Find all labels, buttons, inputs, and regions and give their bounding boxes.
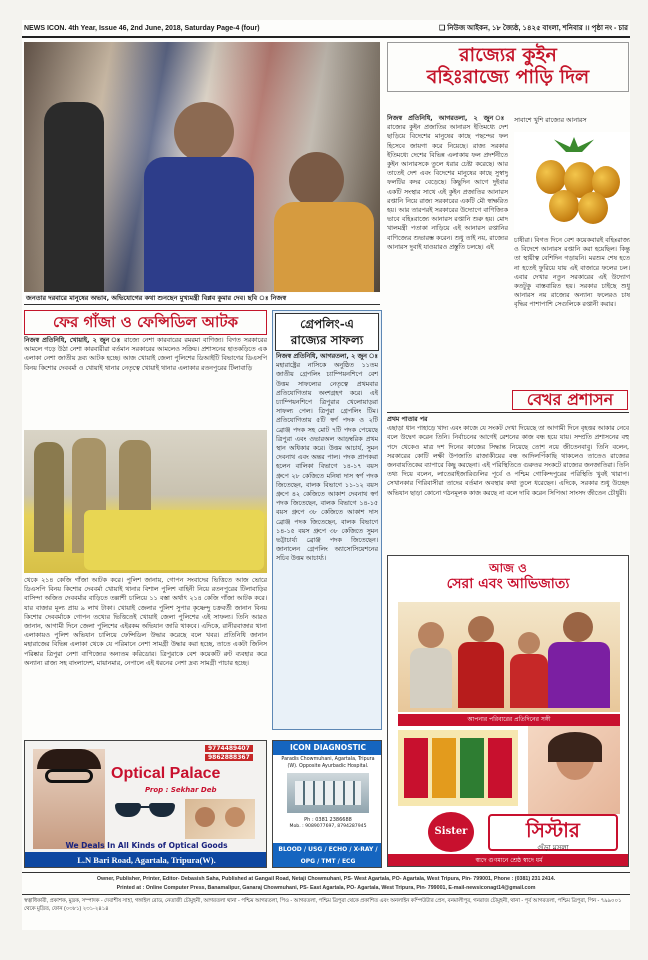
grappling-body-text: মহারাষ্ট্রের নাসিকে অনুষ্ঠিত ১১তম জাতীয় গ্রেপলিং চ্যাম্পিয়নশিপে বেশ উত্তম সাফল্যের নেতৃত্বে প্রথমবার প্রতিযোগিতায় অংশগ্রহণ করে। এই চ্যাম্পিয়নশিপে ত্রিপুরার খেলোয়াড়রা সাফল্য পেল। ত্রিপুরা গ্রেপলিং টিম। প্রতিযোগিতায় ৫টি স্বর্ণ পদক ও ২টি ব্রোঞ্জ পদক সহ মোট ৭টি পদক পেয়েছে ত্রিপুরা এবং ওভারঅল আড়ম্বরিক প্রথম স্থান অধিকার করে। উত্তম আচার্য, সুমন দেবনাথ এবং অন্তর পাল। পদক প্রাপকরা হলেন বালিকা বিভাগে ১৪-১৭ বয়স গ্রুপে ২৮ কেজিতে মনিষা দাস স্বর্ণ পদক জিতেছেন, বালক বিভাগে ১১-১২ বয়স গ্রুপে ৪২ কেজিতে আকাশ দেবনাথ স্বর্ণ পদক জিতেছেন, বালক বিভাগে ১৪-১৫ বয়স গ্রুপে ৩৮ কেজিতে আকাশ দাস ব্রোঞ্জ পদক জিতেছেন, বালক বিভাগে ১৪-১৫ বয়স গ্রুপে ৩৮ কেজিতে সুমন ভট্টাচার্য্য ব্রোঞ্জ পদক জিতেছেন। জানালেন গ্রেপলিং অ্যাসোসিয়েশনের সচিব উত্তম আচার্য্য।: [276, 362, 378, 563]
queen-body-left: [387, 114, 508, 434]
sister-footer: স্বাদে গুণমানে শ্রেষ্ঠ স্বাদে ধর্ম: [388, 854, 629, 867]
optical-ad: [24, 740, 267, 868]
footer-line3: স্বত্বাধিকারী, প্রকাশক, মুদ্রক, সম্পাদক - দেবাশীষ সাহা, গঙ্গাইল রোড, নেতাজী চৌমুহনী, আগরতলা থানা - পশ্চিম আগরতলা, পিও - আগরতলা, পশ্চিম ত্রিপুরা থেকে প্রকাশিত এবং অনলাইন কম্পিউটার প্রেস, বনমালীপুর, গনরাজ চৌমুহনী, থানা - পূর্ব আগরতলা, পশ্চিম ত্রিপুরা, পিন - ৭৯৯০০১ থেকে মুদ্রিত, ফোন (০৩৮১) ২৩১-২৪১৪: [24, 898, 622, 912]
page-header: [22, 20, 630, 38]
footer-line2: Printed at : Online Computer Press, Banamalipur, Ganaraj Chowmuhani, PS- East Agartala, PO- Agartala, West Tripura, Pin- 799001, E-mail-newsiconagt14@gmail.com: [116, 885, 536, 891]
footer-line1: Owner, Publisher, Printer, Editor- Debasish Saha, Published at Gangail Road, Netaji Chowmuhani, PS- West Agartala, PO- Agartala, West Tripura, Pin- 799001, Phone : (0381) 231 2414.: [96, 876, 556, 882]
queen-headline-line1: রাজ্যের কুইন: [459, 44, 557, 66]
sister-tagline-line1: আজ ও: [489, 561, 527, 575]
ganja-byline: নিজস্ব প্রতিনিধি, খোয়াই, ২ জুন ঃ: [24, 337, 122, 344]
optical-address: L.N Bari Road, Agartala, Tripura(W).: [25, 852, 267, 868]
sister-ad: [387, 555, 629, 867]
admin-headline: বেখর প্রশাসন: [512, 390, 628, 410]
ganja-body-top: [24, 336, 267, 428]
icon-diag-mobile: Mob. : 9089077697, 8794287945: [289, 824, 367, 829]
lead-photo: [24, 42, 380, 292]
grappling-headline: [275, 313, 379, 351]
queen-byline: নিজস্ব প্রতিনিধি, আগরতলা, ২ জুন ঃ: [387, 115, 508, 122]
header-left: NEWS ICON. 4th Year, Issue 46, 2nd June, 2018, Saturday Page-4 (four): [24, 24, 260, 32]
queen-body-left-end: শুধু তাই নয়, রাজ্যের আনারস দুবাই যাওয়ারও প্রস্তুতি চলছে। এই: [387, 234, 508, 251]
pineapple-image: [514, 132, 630, 232]
ganja-headline: ফের গাঁজা ও ফেন্সিডিল আটক: [24, 310, 267, 335]
sunglasses-icon: [115, 803, 175, 817]
ganja-body-top-text: রাজ্যে নেশা কারবারের রমরমা বাণিজ্য। বিগত সরকারের আমলে গড়ে উঠা নেশা কারবারীরা বর্তমান সরকারের আমলেও সক্রিয়। প্রশাসনের হাতকড়িতে এক এলাকা নেশা জাতীয় দ্রব্য আটক হচ্ছে। আজ খোয়াই জেলা পুলিশের ডিআইটি বিভাগের ডিএসপি বিনয় কিশোর দেববর্মা ও খোয়াই থানার নেতৃত্বে খোয়াই থানার এলাকার রতনপুরের টিলাবাড়ি: [24, 337, 267, 372]
optical-phone2: 9862888367: [205, 754, 253, 761]
optical-phone1: 9774489407: [205, 745, 253, 752]
grappling-byline: নিজস্ব প্রতিনিধি, আগরতলা, ২ জুন ঃ: [276, 353, 378, 360]
optical-name: Optical Palace: [111, 765, 221, 782]
icon-diag-phone: Ph : 0381 2386688: [304, 817, 352, 823]
queen-headline: [387, 42, 629, 92]
icon-diag-building-image: [287, 773, 369, 813]
sister-tagline-line2: সেরা এবং আভিজাত্য: [446, 575, 570, 592]
ganja-body-bottom2-text: এদিকে, রানীরবাজার থানা এলাকায়ও পুলিশ অভিযান চালিয়ে ফেন্সিডিল উদ্ধার করেছে বলে খবর। প্রতিনিধি জানান মহারাজের বিভিন্ন এলাকা থেকে যে পরিমানে নেশা সামগ্রী উদ্ধার করা হচ্ছে, তাতে একটা জিনিস পরিষ্কার ত্রিপুরা নেশা বাণিজ্যের অন্যতম করিডোর। ত্রিপুরাকে বেশ কয়েকটি রুট ব্যবহার করে অন্যান্য রাজ্য সহ বাংলাদেশ, মায়ানমার, নেপালে এই ধরনের নেশা দ্রব্য সামগ্রী পাচার হচ্ছে।: [24, 623, 267, 667]
sister-badge: Sister: [428, 812, 474, 852]
ganja-body-bottom-text: থেকে ২১৪ কেজি গাঁজা আটক করে। পুলিশ জানায়, গোপন সংবাদের ভিত্তিতে আজ ভোরে ডিএসপি বিনয় কিশোর দেববর্মা খোয়াই থানার বিশাল পুলিশ বাহিনী নিয়ে রতনপুরের টিলাবাড়ির বাসিন্দা অজিত দেববর্মার বাড়িতে তল্লাশী চালিয়ে ১১ বস্তা অর্থাৎ ২১৪ কেজি গাঁজা আটক করে। যার বাজার মূল্য প্রায় ৯ লাখ টাকা। খোয়াই জেলার পুলিশ সুপার কৃষ্ণেন্দু চক্রবর্তী জানান বিনয় কিশোর দেববর্মাকে গোপন তথ্যের ভিত্তিতেই খোয়াই জেলা পুলিশের এই সাফল্য। তিনি আরও জানান, আগামী দিনে জেলা পুলিশের এইরকম অভিযান জারি থাকবে।: [24, 577, 267, 631]
lead-photo-caption: জনতার দরবারে মানুষের অভাব, অভিযোগের কথা শুনছেন মুখ্যমন্ত্রী বিপ্লব কুমার দেব। ছবি ঃ নিজস্ব: [24, 293, 380, 304]
queen-headline-line2: বহিঃরাজ্যে পাড়ি দিল: [426, 65, 590, 88]
sister-packets: [398, 730, 518, 806]
ganja-photo: [24, 430, 267, 573]
grappling-headline-line2: রাজ্যের সাফল্য: [290, 333, 364, 347]
admin-body-text: এছাড়া ধান পাহাড়ে খাদ্য এবং কাজে যে সংকট দেখা দিয়েছে তা আগামী দিনে বৃহত্তর আকার নেবে বলে উদ্বেগ করেন তিনি। নির্বাচনের আগেই রেশনের কাজ বন্ধ হয়ে যায়। সম্প্রতি প্রশাসনের বহু পদে থেকেও মাত্র দশ দিনের কাজের সিদ্ধান্ত নিয়েছে তোশ নয়ে জীতেনবাবু। তিনি বলেন, সরকারের কোটি লক্ষী উপজাতি রাজাকীয়ের বন্ধ আদিলপিঁকাছি থাকলেও তাতেও রাজ্যের জনবায়তিকের ব্যাপারে কিছু করছেনা। এই পরিস্থিতিতে গুরুতর সংকটে রাজ্যের জনজাতিরা। তিনি তথ্য দিয়ে বলেন, লাতেরাইজারিগুলির পূর্বে ও পশ্চিম গোকিন্দপুরের পরিস্থিতি খুবই খারাপ। সেখানকার গিরিবাসীরা তাদের বর্তমান অবস্থার কথা তুলে ধরেছেন। এদিকে, সরকার শুধু উচ্ছেদ অভিযান ছাড়া কোনো গঠনমূলক কাজ করছে না বলে দাবি করেন সিপিআ সাংসদ জীতেন চৌধুরী।: [387, 425, 629, 497]
admin-body: [387, 415, 629, 550]
optical-model-image: [33, 749, 105, 849]
grappling-headline-line1: গ্রেপলিং-এ: [300, 317, 354, 331]
queen-body-right: চাষীরা। বিগত দিনে বেশ কয়েকবারই বহিঃরাজ্য ও বিদেশে আনারস রপ্তানি করা হয়েছিল। কিন্তু তা স্থায়ীত্ব বেশিদিন গড়ায়নি। মরশুম শেষ হতে না হতেই ফুরিয়ে যায় এই বাজারে ফলের চল। এবার দেখার নতুন সরকারের এই উদ্যোগ কতটুকু বাস্তবায়িত হয়। সরকার চাইছে শুধু আনারস নয় রাজ্যের অন্যান্য ফলেরও চাষ বৃদ্ধির পাশাপাশি সেগুলিকে রপ্তানী করার।: [514, 237, 630, 309]
icon-diag-services: BLOOD / USG / ECHO / X-RAY / OPG / TMT / ECG: [273, 843, 382, 868]
icon-diag-title: ICON DIAGNOSTIC: [273, 741, 382, 755]
sister-woman-image: [528, 726, 620, 814]
sister-brand-sub: গুঁড়া মসলা: [537, 844, 569, 852]
optical-kids-image: [185, 799, 255, 839]
optical-deals: We Deals In All Kinds of Optical Goods: [65, 841, 228, 850]
admin-kicker: প্রথম পাতার পর: [387, 416, 428, 423]
sister-family-image: [398, 602, 620, 712]
optical-prop: Prop : Sekhar Deb: [145, 786, 217, 794]
grappling-body: [276, 352, 378, 727]
newspaper-page: [22, 20, 630, 930]
sister-subline: আপনার পরিবারের প্রতিদিনের সঙ্গী: [398, 714, 620, 726]
sister-tagline: [408, 562, 608, 592]
icon-diag-address: Paradis Chowmuhani, Agartala, Tripura (W). Opposite Ayurbadic Hospital.: [281, 757, 375, 769]
queen-body-left-text: রাজ্যের কুইন প্রজাতির আনারস ইতিমধ্যে দেশ ছাড়িয়ে বিদেশের মানুষের কাছে পছন্দের ফল হিসেবে জায়গা করে নিয়েছে। রাজ্য সরকার ইতিমধ্যে দেশের বিভিন্ন এলাকায় ফল প্রদর্শনীতে কুইন আনারসকে তুলে ধরার চেষ্টা করেছে। আর তাতেই দেশ এবং বিদেশের মানুষের কাছে সুস্বাদু ফলটির কদর বেড়েছে। কিছুদিন আগে দুইবার একটি সংস্থার সাথে এই কুইন প্রজাতির আনারস রপ্তানি নিয়ে রাজ্য সরকারের একটি মৌ স্বাক্ষরিত হয়। আর তারপরই সরকারের উদ্যোগে বাণিজ্যিক ভাবে বহিঃরাজ্যে আনারস রপ্তানি শুরু হয়। মোদ খালমন্ত্রী পতাকা নাড়িয়ে এই আনারস রপ্তানির বাণিজ্যের শুভারম্ভ করেন।: [387, 124, 508, 242]
queen-side-note: সাবাশে খুশি রাজ্যের আনারস: [514, 117, 587, 124]
ganja-body-bottom: [24, 576, 267, 736]
icon-diagnostic-ad: [272, 740, 382, 868]
header-right: ❑ নিউজ আইকন, ১৮ জ্যৈষ্ঠ, ১৪২৫ বাংলা, শনিবার ।। পৃষ্ঠা নং - চার: [439, 25, 628, 32]
sister-brand: সিস্টার: [488, 814, 618, 851]
